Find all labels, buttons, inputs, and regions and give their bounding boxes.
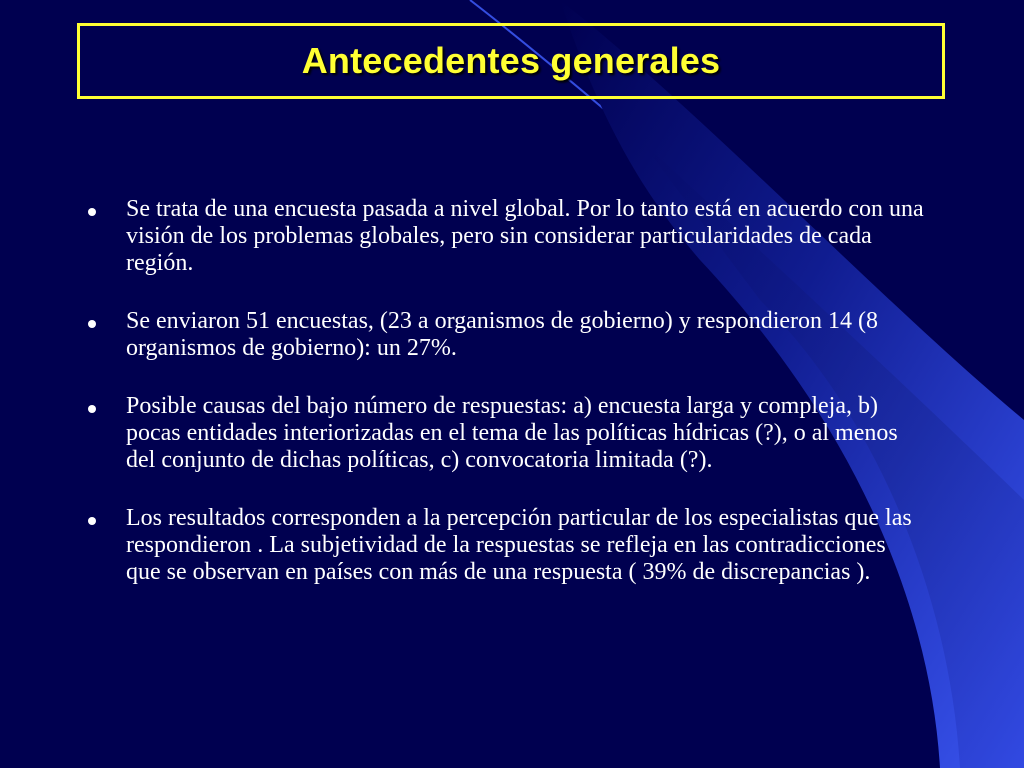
bullet-item [86,505,946,586]
bullet-dot-icon [88,517,96,525]
bullet-dot-icon [88,320,96,328]
bullet-text: Posible causas del bajo número de respuestas: a) encuesta larga y compleja, b) pocas entidades interiorizadas en el tema de las políticas hídricas (?), o al menos del conjunto de dichas políticas, c) convocatoria limitada (?). [126,393,898,473]
bullet-text: Los resultados corresponden a la percepción particular de los especialistas que las respondieron . La subjetividad de la respuestas se refleja en las contradicciones que se observan en países con más de una respuesta ( 39% de discrepancias ). [126,505,912,585]
bullet-list [86,196,946,617]
bullet-item [86,308,946,362]
title-box [77,23,945,99]
bullet-dot-icon [88,208,96,216]
bullet-item [86,196,946,277]
bullet-item [86,393,946,474]
slide-title: Antecedentes generales [301,40,721,81]
bullet-dot-icon [88,405,96,413]
bullet-text: Se trata de una encuesta pasada a nivel global. Por lo tanto está en acuerdo con una visión de los problemas globales, pero sin considerar particularidades de cada región. [126,196,924,276]
bullet-text: Se enviaron 51 encuestas, (23 a organismos de gobierno) y respondieron 14 (8 organismos de gobierno): un 27%. [126,308,879,361]
